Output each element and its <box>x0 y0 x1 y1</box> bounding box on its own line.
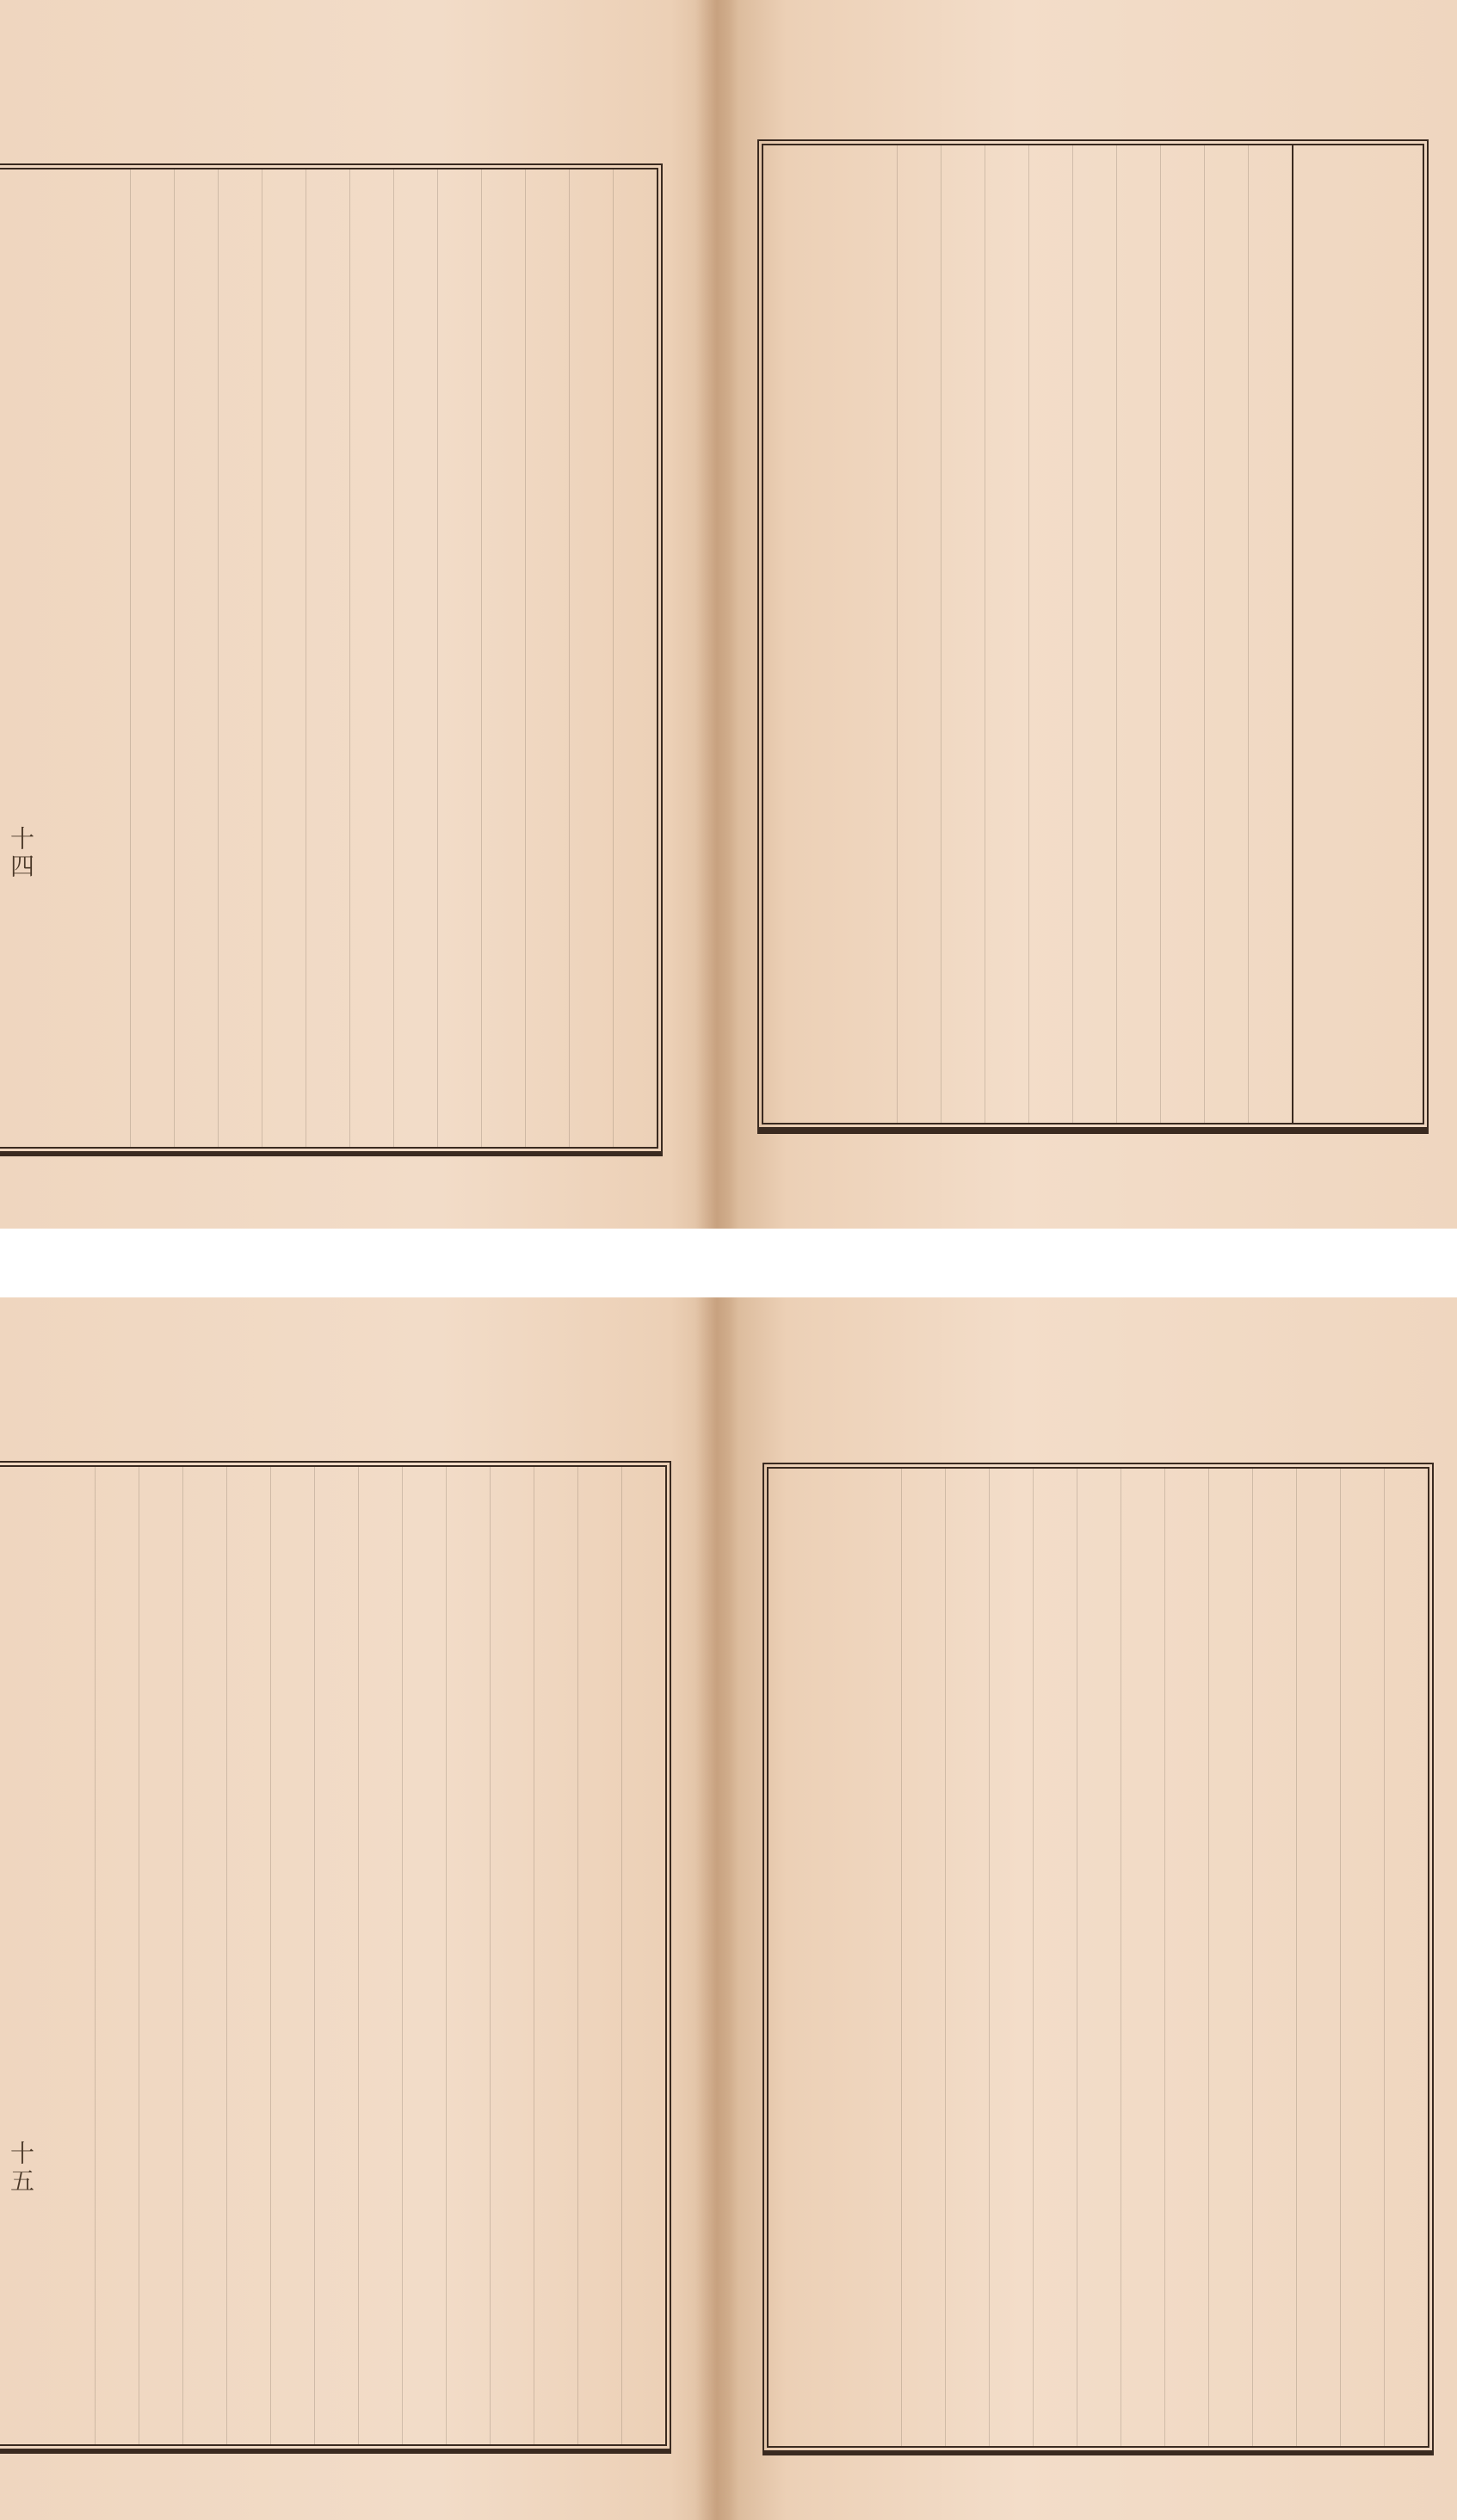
gutter-shadow <box>695 0 738 1229</box>
section-title <box>1248 145 1292 1123</box>
text-line <box>218 169 262 1147</box>
text-line <box>1252 1469 1296 2446</box>
bottom-left-page <box>0 1461 671 2450</box>
text-line <box>139 1467 182 2444</box>
text-line <box>1384 1469 1428 2446</box>
bottom-rule <box>0 1151 663 1156</box>
text-line <box>174 169 218 1147</box>
text-line <box>945 1469 989 2446</box>
header-line <box>1293 145 1337 1123</box>
text-line <box>182 1467 226 2444</box>
text-line <box>490 1467 534 2444</box>
top-left-text <box>0 169 657 1147</box>
gutter-shadow <box>695 1297 738 2520</box>
text-line <box>1116 145 1160 1123</box>
text-line <box>393 169 437 1147</box>
top-right-text <box>763 145 1423 1123</box>
header-line <box>1380 145 1423 1123</box>
text-line <box>95 1467 139 2444</box>
text-line <box>525 169 569 1147</box>
header-line <box>1337 145 1380 1123</box>
text-line <box>1028 145 1072 1123</box>
text-line <box>437 169 481 1147</box>
text-line <box>1033 1469 1077 2446</box>
text-line <box>534 1467 577 2444</box>
bottom-left-text <box>0 1467 665 2444</box>
text-line <box>613 169 657 1147</box>
text-line <box>1296 1469 1340 2446</box>
text-line <box>306 169 349 1147</box>
text-line <box>130 169 174 1147</box>
page-number: 十四 <box>7 826 35 881</box>
top-left-page <box>0 163 663 1153</box>
top-right-page <box>757 139 1429 1129</box>
bottom-right-page <box>762 1463 1434 2452</box>
text-line <box>402 1467 446 2444</box>
page-number: 十五 <box>7 2141 35 2196</box>
text-line <box>989 1469 1033 2446</box>
text-line <box>270 1467 314 2444</box>
text-line <box>349 169 393 1147</box>
text-line <box>1160 145 1204 1123</box>
text-line <box>897 145 941 1123</box>
text-line <box>1121 1469 1164 2446</box>
text-line <box>262 169 306 1147</box>
bottom-right-text <box>769 1469 1428 2446</box>
text-line <box>1072 145 1116 1123</box>
bottom-rule <box>0 2449 671 2454</box>
text-line <box>1208 1469 1252 2446</box>
text-line <box>1340 1469 1384 2446</box>
header-block <box>1292 145 1423 1123</box>
bottom-rule <box>757 1129 1429 1134</box>
bottom-book-spread <box>0 1297 1457 2520</box>
text-line <box>577 1467 621 2444</box>
text-line <box>985 145 1028 1123</box>
text-line <box>569 169 613 1147</box>
text-line <box>1077 1469 1121 2446</box>
text-line <box>941 145 985 1123</box>
text-line <box>314 1467 358 2444</box>
text-line <box>446 1467 490 2444</box>
text-line <box>481 169 525 1147</box>
top-book-spread <box>0 0 1457 1229</box>
text-line <box>1164 1469 1208 2446</box>
text-line <box>358 1467 402 2444</box>
text-line <box>621 1467 665 2444</box>
bottom-rule <box>762 2450 1434 2455</box>
text-line <box>901 1469 945 2446</box>
text-line <box>1204 145 1248 1123</box>
text-line <box>226 1467 270 2444</box>
